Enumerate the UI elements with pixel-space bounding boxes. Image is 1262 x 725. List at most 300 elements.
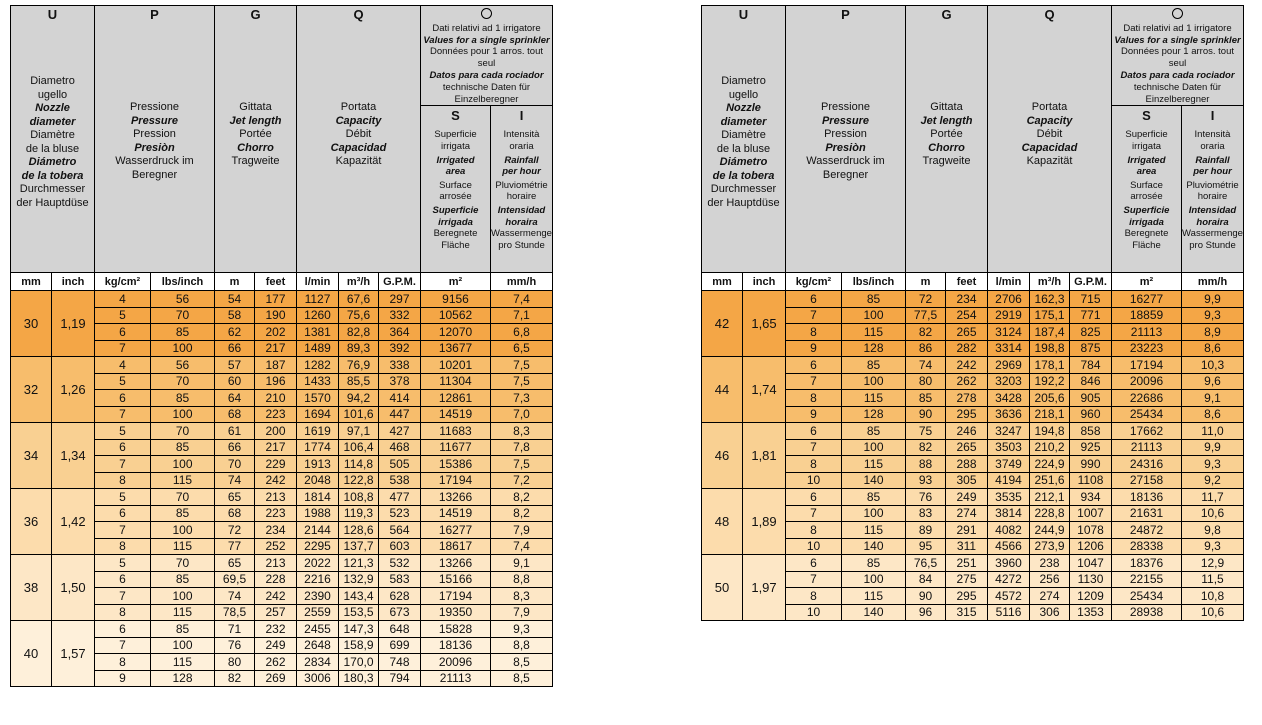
table-cell: 10,6 <box>1182 604 1244 621</box>
table-cell: 115 <box>151 654 215 671</box>
q-letter: Q <box>353 7 364 22</box>
table-cell: 21113 <box>1112 439 1182 456</box>
g-header-line: Portée <box>930 128 963 140</box>
circle-header-line: technische Daten für <box>442 81 531 93</box>
table-cell: 8 <box>95 604 151 621</box>
table-cell: 771 <box>1070 307 1112 324</box>
nozzle-inch-cell: 1,81 <box>743 423 786 489</box>
g-header-line: Tragweite <box>231 155 280 167</box>
single-sprinkler-header <box>1112 6 1244 106</box>
unit-label: kg/cm² <box>95 273 151 291</box>
table-cell: 8,5 <box>491 654 553 671</box>
unit-label: mm <box>702 273 743 291</box>
table-cell: 56 <box>151 357 215 374</box>
table-cell: 90 <box>906 406 946 423</box>
table-cell: 603 <box>379 538 421 555</box>
i-header-line: Intensidad <box>1188 204 1237 216</box>
table-cell: 115 <box>842 390 906 407</box>
p-header-line: Presiòn <box>825 141 866 154</box>
table-cell: 13266 <box>421 489 491 506</box>
table-cell: 82 <box>906 324 946 341</box>
table-cell: 70 <box>151 489 215 506</box>
table-cell: 7 <box>786 373 842 390</box>
table-cell: 16277 <box>1112 291 1182 308</box>
sprinkler-circle-icon <box>481 8 492 19</box>
unit-label: feet <box>946 273 988 291</box>
table-cell: 990 <box>1070 456 1112 473</box>
nozzle-mm-cell: 34 <box>11 423 52 489</box>
table-cell: 27158 <box>1112 472 1182 489</box>
table-cell: 715 <box>1070 291 1112 308</box>
table-cell: 21113 <box>421 670 491 687</box>
table-cell: 85 <box>842 291 906 308</box>
table-cell: 297 <box>379 291 421 308</box>
table-cell: 3535 <box>988 489 1030 506</box>
table-cell: 66 <box>215 340 255 357</box>
table-cell: 2216 <box>297 571 339 588</box>
table-cell: 62 <box>215 324 255 341</box>
table-cell: 224,9 <box>1030 456 1070 473</box>
table-cell: 256 <box>1030 571 1070 588</box>
table-cell: 468 <box>379 439 421 456</box>
table-cell: 5 <box>95 373 151 390</box>
table-cell: 223 <box>255 406 297 423</box>
table-cell: 15166 <box>421 571 491 588</box>
table-cell: 205,6 <box>1030 390 1070 407</box>
table-cell: 2969 <box>988 357 1030 374</box>
g-header-line: Tragweite <box>922 155 971 167</box>
table-cell: 242 <box>255 588 297 605</box>
g-column-header <box>906 6 988 273</box>
table-cell: 78,5 <box>215 604 255 621</box>
table-cell: 295 <box>946 588 988 605</box>
table-cell: 82 <box>215 670 255 687</box>
table-cell: 122,8 <box>339 472 379 489</box>
table-cell: 194,8 <box>1030 423 1070 440</box>
u-header-line: ugello <box>728 88 759 101</box>
table-cell: 67,6 <box>339 291 379 308</box>
table-cell: 2559 <box>297 604 339 621</box>
table-cell: 282 <box>946 340 988 357</box>
circle-header-line: Values for a single sprinkler <box>1114 34 1241 46</box>
i-header-line: horaire <box>506 191 537 203</box>
table-cell: 85 <box>906 390 946 407</box>
table-cell: 153,5 <box>339 604 379 621</box>
table-cell: 2648 <box>297 637 339 654</box>
table-cell: 3814 <box>988 505 1030 522</box>
table-row <box>702 489 1244 506</box>
table-cell: 9,1 <box>491 555 553 572</box>
table-cell: 24872 <box>1112 522 1182 539</box>
unit-label: G.P.M. <box>379 273 421 291</box>
u-header-line: Durchmesser <box>19 183 86 195</box>
nozzle-mm-cell: 44 <box>702 357 743 423</box>
table-cell: 5 <box>95 555 151 572</box>
table-cell: 2390 <box>297 588 339 605</box>
table-cell: 114,8 <box>339 456 379 473</box>
s-header-line: irrigata <box>1131 140 1162 152</box>
table-cell: 7 <box>95 340 151 357</box>
table-cell: 162,3 <box>1030 291 1070 308</box>
nozzle-mm-cell: 36 <box>11 489 52 555</box>
table-cell: 1282 <box>297 357 339 374</box>
table-cell: 196 <box>255 373 297 390</box>
table-row <box>11 489 553 506</box>
single-sprinkler-header <box>421 6 553 106</box>
i-header-line: pro Stunde <box>498 239 545 251</box>
nozzle-inch-cell: 1,42 <box>52 489 95 555</box>
table-cell: 108,8 <box>339 489 379 506</box>
table-cell: 11304 <box>421 373 491 390</box>
table-cell: 7 <box>95 522 151 539</box>
table-cell: 19350 <box>421 604 491 621</box>
table-cell: 18376 <box>1112 555 1182 572</box>
s-column-header <box>1112 106 1182 273</box>
table-cell: 1007 <box>1070 505 1112 522</box>
table-cell: 11,5 <box>1182 571 1244 588</box>
table-cell: 13266 <box>421 555 491 572</box>
table-cell: 8 <box>786 390 842 407</box>
table-cell: 213 <box>255 555 297 572</box>
unit-label: mm/h <box>491 273 553 291</box>
table-cell: 137,7 <box>339 538 379 555</box>
s-header-line: Fläche <box>1132 239 1161 251</box>
table-cell: 2706 <box>988 291 1030 308</box>
nozzle-mm-cell: 30 <box>11 291 52 357</box>
table-cell: 17194 <box>421 472 491 489</box>
table-cell: 58 <box>215 307 255 324</box>
p-header-line: Wasserdruck im <box>806 155 885 167</box>
table-cell: 100 <box>842 307 906 324</box>
table-cell: 22686 <box>1112 390 1182 407</box>
sprinkler-circle-icon <box>1172 8 1183 19</box>
i-header-line: Pluviométrie <box>1186 179 1239 191</box>
s-header-line: irrigada <box>1129 216 1164 228</box>
table-cell: 564 <box>379 522 421 539</box>
table-cell: 6 <box>786 357 842 374</box>
table-cell: 61 <box>215 423 255 440</box>
table-cell: 11677 <box>421 439 491 456</box>
i-header-line: pro Stunde <box>1189 239 1236 251</box>
unit-label: G.P.M. <box>1070 273 1112 291</box>
q-column-header <box>297 6 421 273</box>
table-cell: 14519 <box>421 406 491 423</box>
q-header-line: Kapazität <box>1026 155 1073 167</box>
table-cell: 18136 <box>1112 489 1182 506</box>
table-cell: 9,3 <box>1182 538 1244 555</box>
p-header-line: Presiòn <box>134 141 175 154</box>
table-cell: 140 <box>842 472 906 489</box>
table-cell: 3006 <box>297 670 339 687</box>
table-cell: 2048 <box>297 472 339 489</box>
table-cell: 3749 <box>988 456 1030 473</box>
table-cell: 10562 <box>421 307 491 324</box>
table-cell: 378 <box>379 373 421 390</box>
table-cell: 83 <box>906 505 946 522</box>
table-cell: 85 <box>151 505 215 522</box>
table-cell: 132,9 <box>339 571 379 588</box>
table-cell: 18136 <box>421 637 491 654</box>
s-header-line: Surface <box>1130 179 1163 191</box>
table-cell: 925 <box>1070 439 1112 456</box>
table-cell: 21113 <box>1112 324 1182 341</box>
table-cell: 846 <box>1070 373 1112 390</box>
table-cell: 25434 <box>1112 406 1182 423</box>
table-cell: 77 <box>215 538 255 555</box>
circle-header-line: Dati relativi ad 1 irrigatore <box>432 22 541 34</box>
table-cell: 15386 <box>421 456 491 473</box>
table-cell: 7 <box>786 571 842 588</box>
table-cell: 244,9 <box>1030 522 1070 539</box>
table-row <box>702 555 1244 572</box>
table-cell: 1260 <box>297 307 339 324</box>
table-cell: 4082 <box>988 522 1030 539</box>
g-letter: G <box>941 7 952 22</box>
sprinkler-table-right <box>701 5 1244 621</box>
table-cell: 15828 <box>421 621 491 638</box>
table-cell: 7 <box>786 439 842 456</box>
s-column-header <box>421 106 491 273</box>
table-cell: 82 <box>906 439 946 456</box>
nozzle-mm-cell: 32 <box>11 357 52 423</box>
table-cell: 699 <box>379 637 421 654</box>
table-cell: 8 <box>786 588 842 605</box>
table-cell: 3636 <box>988 406 1030 423</box>
table-cell: 9,9 <box>1182 439 1244 456</box>
table-cell: 648 <box>379 621 421 638</box>
p-column-header <box>95 6 215 273</box>
table-cell: 10201 <box>421 357 491 374</box>
table-cell: 7,4 <box>491 538 553 555</box>
table-cell: 8,2 <box>491 489 553 506</box>
table-cell: 960 <box>1070 406 1112 423</box>
nozzle-mm-cell: 40 <box>11 621 52 687</box>
table-cell: 82,8 <box>339 324 379 341</box>
table-cell: 9 <box>95 670 151 687</box>
g-header-line: Jet length <box>229 114 282 127</box>
table-cell: 7 <box>786 307 842 324</box>
u-header-line: de la tobera <box>712 169 775 182</box>
table-cell: 1209 <box>1070 588 1112 605</box>
table-cell: 238 <box>1030 555 1070 572</box>
table-cell: 1353 <box>1070 604 1112 621</box>
table-cell: 10,3 <box>1182 357 1244 374</box>
table-cell: 257 <box>255 604 297 621</box>
nozzle-mm-cell: 42 <box>702 291 743 357</box>
table-cell: 100 <box>842 571 906 588</box>
table-cell: 7,8 <box>491 439 553 456</box>
table-cell: 252 <box>255 538 297 555</box>
table-cell: 2144 <box>297 522 339 539</box>
table-cell: 7,5 <box>491 357 553 374</box>
table-cell: 3960 <box>988 555 1030 572</box>
nozzle-mm-cell: 38 <box>11 555 52 621</box>
nozzle-inch-cell: 1,65 <box>743 291 786 357</box>
table-cell: 85 <box>151 621 215 638</box>
circle-header-line: Einzelberegner <box>454 93 519 105</box>
table-cell: 794 <box>379 670 421 687</box>
table-cell: 76 <box>906 489 946 506</box>
i-header-line: Intensità <box>503 129 540 141</box>
nozzle-inch-cell: 1,50 <box>52 555 95 621</box>
table-row <box>11 555 553 572</box>
u-header-line: der Hauptdüse <box>16 196 89 209</box>
table-cell: 269 <box>255 670 297 687</box>
s-header-line: Irrigated <box>436 154 475 166</box>
table-cell: 583 <box>379 571 421 588</box>
s-header-line: Superficie <box>432 204 479 216</box>
i-header-line: Intensità <box>1194 129 1231 141</box>
s-letter: S <box>451 108 460 124</box>
table-cell: 8,5 <box>491 670 553 687</box>
table-cell: 143,4 <box>339 588 379 605</box>
unit-label: m² <box>421 273 491 291</box>
table-cell: 5 <box>95 307 151 324</box>
table-cell: 175,1 <box>1030 307 1070 324</box>
u-header-line: Durchmesser <box>710 183 777 195</box>
table-cell: 6 <box>786 555 842 572</box>
circle-header-line: Values for a single sprinkler <box>423 34 550 46</box>
table-cell: 28938 <box>1112 604 1182 621</box>
table-cell: 85 <box>151 324 215 341</box>
unit-label: m <box>906 273 946 291</box>
table-cell: 7,3 <box>491 390 553 407</box>
i-header-line: Rainfall <box>1195 154 1230 166</box>
u-column-header <box>11 6 95 273</box>
table-cell: 180,3 <box>339 670 379 687</box>
table-cell: 6,5 <box>491 340 553 357</box>
table-cell: 60 <box>215 373 255 390</box>
table-cell: 70 <box>151 307 215 324</box>
table-cell: 128 <box>842 406 906 423</box>
table-cell: 128 <box>842 340 906 357</box>
table-cell: 187,4 <box>1030 324 1070 341</box>
table-cell: 249 <box>255 637 297 654</box>
q-header-line: Capacity <box>335 114 382 127</box>
i-header-line: per hour <box>1193 166 1232 178</box>
s-header-line: arrosée <box>1130 191 1163 203</box>
s-header-line: area <box>445 166 466 178</box>
table-cell: 9,8 <box>1182 522 1244 539</box>
table-cell: 13677 <box>421 340 491 357</box>
table-cell: 8,3 <box>491 423 553 440</box>
table-cell: 7 <box>95 637 151 654</box>
p-header-line: Pression <box>133 128 176 140</box>
table-cell: 72 <box>215 522 255 539</box>
table-cell: 85,5 <box>339 373 379 390</box>
s-header-line: irrigada <box>438 216 473 228</box>
table-cell: 477 <box>379 489 421 506</box>
table-cell: 1127 <box>297 291 339 308</box>
table-cell: 210 <box>255 390 297 407</box>
table-cell: 8,3 <box>491 588 553 605</box>
table-cell: 1206 <box>1070 538 1112 555</box>
table-cell: 234 <box>946 291 988 308</box>
table-cell: 11683 <box>421 423 491 440</box>
table-cell: 254 <box>946 307 988 324</box>
table-row <box>11 291 553 308</box>
unit-label: m <box>215 273 255 291</box>
table-cell: 1814 <box>297 489 339 506</box>
nozzle-inch-cell: 1,97 <box>743 555 786 621</box>
table-cell: 5116 <box>988 604 1030 621</box>
p-header-line: Beregner <box>131 168 178 181</box>
table-cell: 128 <box>151 670 215 687</box>
table-cell: 1130 <box>1070 571 1112 588</box>
table-cell: 1619 <box>297 423 339 440</box>
table-cell: 100 <box>842 505 906 522</box>
nozzle-inch-cell: 1,34 <box>52 423 95 489</box>
s-header-line: Surface <box>439 179 472 191</box>
u-column-header <box>702 6 786 273</box>
i-header-line: Rainfall <box>504 154 539 166</box>
table-cell: 265 <box>946 324 988 341</box>
table-cell: 20096 <box>1112 373 1182 390</box>
unit-label: l/min <box>988 273 1030 291</box>
p-header-line: Wasserdruck im <box>115 155 194 167</box>
u-header-line: Diametro <box>30 75 75 87</box>
table-cell: 25434 <box>1112 588 1182 605</box>
u-header-line: Nozzle <box>726 102 761 114</box>
table-cell: 5 <box>95 489 151 506</box>
table-cell: 7,9 <box>491 604 553 621</box>
table-cell: 8 <box>786 456 842 473</box>
table-cell: 306 <box>1030 604 1070 621</box>
table-cell: 11,7 <box>1182 489 1244 506</box>
table-cell: 392 <box>379 340 421 357</box>
table-cell: 6 <box>786 423 842 440</box>
table-cell: 2919 <box>988 307 1030 324</box>
table-cell: 54 <box>215 291 255 308</box>
nozzle-inch-cell: 1,19 <box>52 291 95 357</box>
unit-label: feet <box>255 273 297 291</box>
table-cell: 101,6 <box>339 406 379 423</box>
table-cell: 158,9 <box>339 637 379 654</box>
table-cell: 628 <box>379 588 421 605</box>
g-column-header <box>215 6 297 273</box>
q-header-line: Débit <box>1036 128 1063 140</box>
table-cell: 262 <box>255 654 297 671</box>
table-cell: 1433 <box>297 373 339 390</box>
table-cell: 170,0 <box>339 654 379 671</box>
i-header-line: horaire <box>1197 191 1228 203</box>
table-cell: 8,6 <box>1182 340 1244 357</box>
u-header-line: Diámetro <box>28 156 77 168</box>
table-cell: 228 <box>255 571 297 588</box>
table-cell: 71 <box>215 621 255 638</box>
u-header-line: Diametro <box>721 75 766 87</box>
table-cell: 212,1 <box>1030 489 1070 506</box>
table-cell: 177 <box>255 291 297 308</box>
table-cell: 12,9 <box>1182 555 1244 572</box>
nozzle-mm-cell: 48 <box>702 489 743 555</box>
table-cell: 7,5 <box>491 373 553 390</box>
s-header-line: Superficie <box>434 129 477 141</box>
table-cell: 4194 <box>988 472 1030 489</box>
table-cell: 673 <box>379 604 421 621</box>
table-cell: 7 <box>95 406 151 423</box>
g-header-line: Gittata <box>930 101 963 113</box>
table-cell: 10,8 <box>1182 588 1244 605</box>
table-cell: 9,3 <box>1182 456 1244 473</box>
table-cell: 315 <box>946 604 988 621</box>
table-cell: 9,2 <box>1182 472 1244 489</box>
table-cell: 74 <box>215 472 255 489</box>
q-header-line: Capacidad <box>1021 141 1078 154</box>
table-cell: 6 <box>95 439 151 456</box>
unit-label: kg/cm² <box>786 273 842 291</box>
unit-label: lbs/inch <box>151 273 215 291</box>
